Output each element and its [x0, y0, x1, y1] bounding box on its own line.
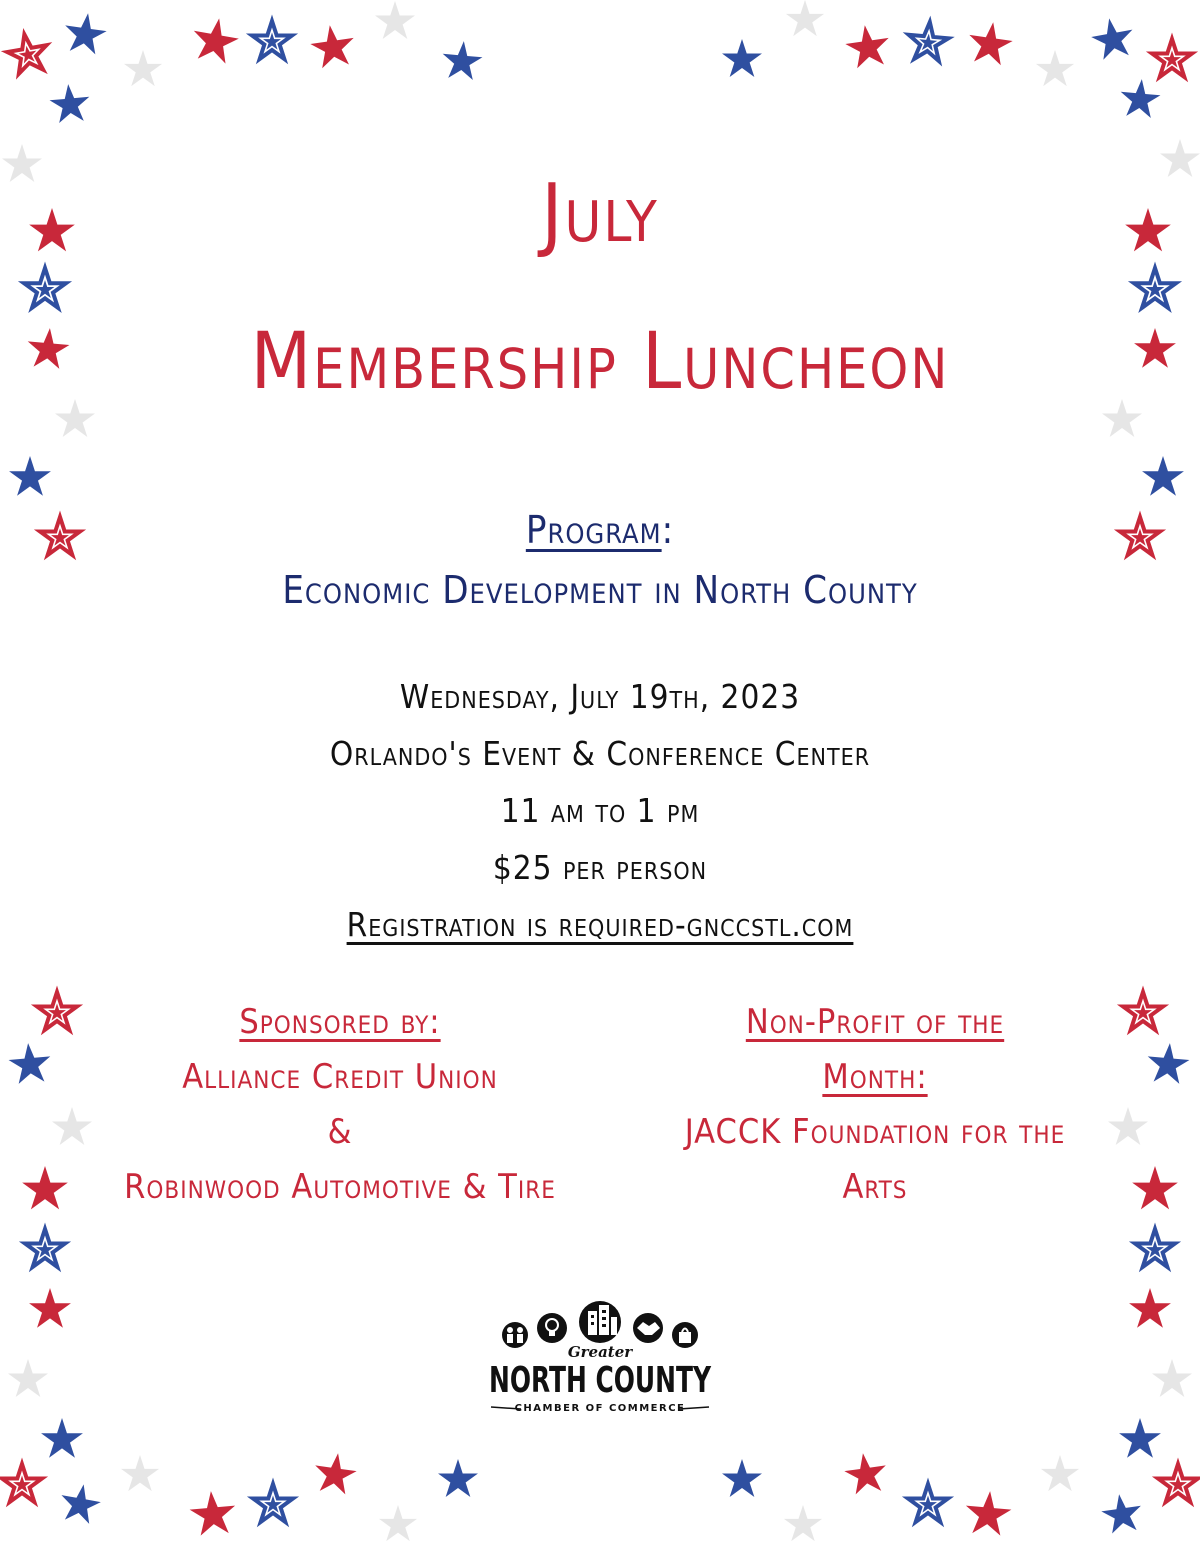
event-time: 11 am to 1 pm [500, 791, 700, 830]
blue-star-icon [722, 39, 762, 77]
shopping-bag-icon [672, 1322, 698, 1348]
blue-star-icon [48, 82, 91, 123]
sponsor-name: Robinwood Automotive & Tire [124, 1167, 556, 1207]
blue-star-icon [1119, 1418, 1161, 1458]
event-venue: Orlando's Event & Conference Center [329, 734, 871, 773]
nonprofit-section [640, 995, 1110, 1215]
lightbulb-icon [537, 1313, 567, 1343]
program-topic: Economic Development in North County [282, 568, 918, 612]
nonprofit-heading: Month: [822, 1057, 928, 1097]
blue-star-icon [441, 39, 484, 80]
red-star-icon [1132, 1166, 1178, 1209]
red-star-icon [1129, 1288, 1171, 1328]
blue-star-icon [1089, 15, 1137, 61]
nonprofit-name: JACCK Foundation for the [684, 1112, 1066, 1152]
red-star-icon [964, 1489, 1013, 1536]
blue-star-icon [57, 1481, 103, 1525]
blue-star-icon [1119, 77, 1162, 118]
buildings-icon [579, 1301, 621, 1343]
red-star-icon [842, 1450, 889, 1495]
blue-star-icon [7, 1041, 52, 1084]
program-heading [0, 500, 1200, 560]
family-icon [502, 1322, 528, 1348]
logo-tagline-text: CHAMBER OF COMMERCE [514, 1403, 686, 1414]
title-event: Membership Luncheon [250, 317, 950, 407]
gray-star-icon [786, 0, 824, 36]
red-star-icon [22, 1166, 68, 1209]
sponsors-section [70, 995, 610, 1215]
gray-star-icon [379, 1505, 417, 1541]
event-date: Wednesday, July 19th, 2023 [399, 677, 801, 716]
registration-link[interactable]: Registration is required-gnccstl.com [346, 905, 854, 944]
blue-star-icon [9, 456, 51, 496]
gray-star-icon [375, 1, 415, 39]
blue-star-icon [1099, 1491, 1144, 1534]
red-star-icon [29, 1288, 71, 1328]
chamber-logo [485, 1297, 715, 1427]
sponsor-ampersand: & [327, 1112, 353, 1152]
program-section [0, 500, 1200, 620]
blue-star-icon [1142, 456, 1184, 496]
logo-script-text: Greater [567, 1343, 633, 1361]
gray-star-icon [124, 50, 162, 86]
gray-star-icon [1152, 1359, 1192, 1397]
sponsor-name: Alliance Credit Union [182, 1057, 498, 1097]
red-star-icon [843, 22, 892, 69]
nonprofit-heading: Non-Profit of the [745, 1002, 1005, 1042]
gray-star-icon [1036, 50, 1074, 86]
gray-star-icon [1108, 1107, 1148, 1145]
gray-star-icon [8, 1359, 48, 1397]
blue-star-icon [722, 1459, 762, 1497]
blue-star-icon [62, 10, 109, 55]
event-price: $25 per person [492, 848, 708, 887]
red-star-icon [189, 14, 241, 65]
logo-name-text: NORTH COUNTY [489, 1360, 712, 1401]
event-details [0, 668, 1200, 953]
red-star-icon [308, 22, 357, 69]
sponsors-heading: Sponsored by: [239, 1002, 441, 1042]
title-month: July [541, 167, 659, 260]
gray-star-icon [1041, 1455, 1079, 1491]
program-colon: : [661, 508, 675, 552]
handshake-icon [633, 1313, 663, 1343]
gray-star-icon [121, 1455, 159, 1491]
red-star-icon [188, 1489, 237, 1536]
nonprofit-name: Arts [842, 1167, 908, 1207]
red-star-icon [966, 19, 1015, 66]
program-label: Program [525, 508, 662, 552]
page-title [0, 140, 1200, 436]
blue-star-icon [41, 1418, 83, 1458]
red-star-icon [312, 1450, 359, 1495]
gray-star-icon [784, 1505, 822, 1541]
blue-star-icon [438, 1459, 478, 1497]
blue-star-icon [1146, 1041, 1191, 1084]
